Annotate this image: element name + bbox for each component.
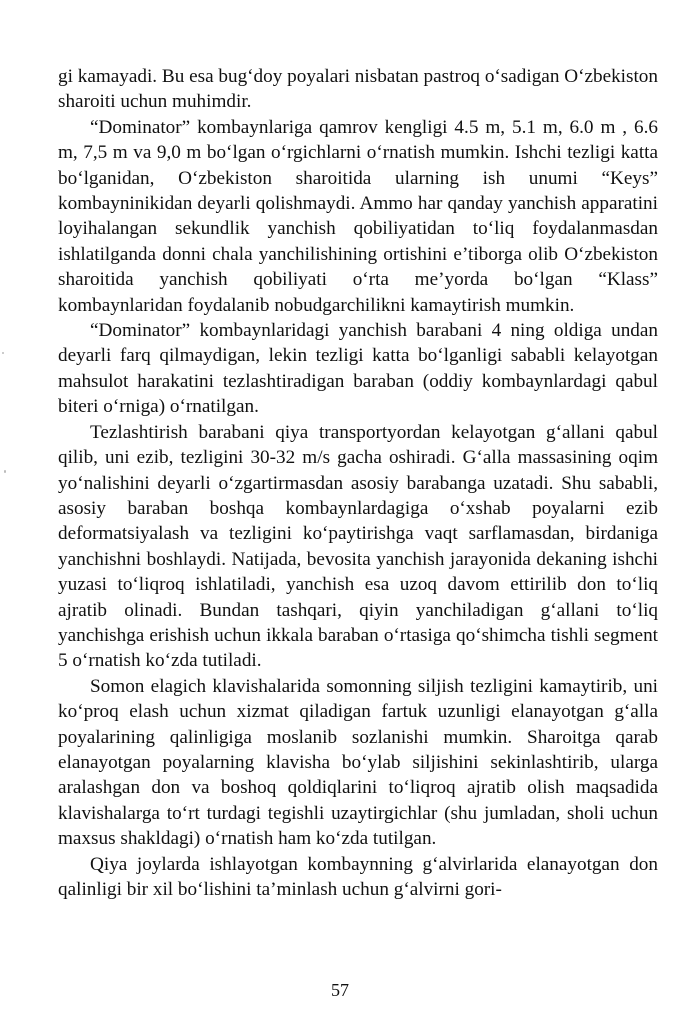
- book-page-body: [58, 64, 658, 902]
- page-number: 57: [331, 980, 349, 1000]
- paragraph-continuation: gi kamayadi. Bu esa bug‘doy poyalari nisbatan pastroq o‘sadigan O‘zbekiston sharoiti uchun muhimdir.: [58, 66, 658, 113]
- paragraph-dominator-threshing-drum: “Dominator” kombaynlaridagi yanchish barabani 4 ning oldiga undan deyarli farq qilmaydigan, lekin tezligi katta bo‘lganligi sababli kelayotgan mahsulot harakatini tezlashtiradigan baraban (oddiy kombaynlardagi qabul biteri o‘rniga) o‘rnatilgan.: [58, 320, 658, 418]
- paragraph-acceleration-drum: Tezlashtirish barabani qiya transportyordan kelayotgan g‘allani qabul qilib, uni ezib, tezligini 30-32 m/s gacha oshiradi. G‘alla massasining oqim yo‘nalishini deyarli o‘zgartirmasdan asosiy barabanga uzatadi. Shu sababli, asosiy baraban boshqa kombaynlardagiga o‘xshab poyalarni ezib deformatsiyalash va tezligini ko‘paytirishga vaqt sarflamasdan, birdaniga yanchishni boshlaydi. Natijada, bevosita yanchish jarayonida dekaning ishchi yuzasi to‘liqroq ishlatiladi, yanchish esa uzoq davom ettirilib don to‘liq ajratib olinadi. Bundan tashqari, qiyin yanchiladigan g‘allani to‘liq yanchishga erishish uchun ikkala baraban o‘rtasiga qo‘shimcha tishli segment 5 o‘rnatish ko‘zda tutiladi.: [58, 421, 658, 672]
- paragraph-straw-walker: Somon elagich klavishalarida somonning siljish tezligini kamaytirib, uni ko‘proq elash uchun xizmat qiladigan fartuk uzunligi elanayotgan g‘alla poyalarining qalinligiga moslanib sozlanishi mumkin. Sharoitga qarab elanayotgan poyalarning klavisha bo‘ylab siljishini sekinlashtirib, ularga aralashgan don va boshoq qoldiqlarini to‘liqroq ajratib olish maqsadida klavishalarga to‘rt turdagi tegishli uzaytirgichlar (shu jumladan, sholi uchun maxsus shakldagi) o‘rnatish ham ko‘zda tutilgan.: [58, 675, 658, 850]
- scan-speck: [4, 470, 6, 473]
- paragraph-slope-sieves: Qiya joylarda ishlayotgan kombaynning g‘alvirlarida elanayotgan don qalinligi bir xil bo‘lishini ta’minlash uchun g‘alvirni gori-: [58, 853, 658, 900]
- paragraph-dominator-header-widths: “Dominator” kombaynlariga qamrov kengligi 4.5 m, 5.1 m, 6.0 m , 6.6 m, 7,5 m va 9,0 m bo‘lgan o‘rgichlarni o‘rnatish mumkin. Ishchi tezligi katta bo‘lganidan, O‘zbekiston sharoitida ularning ish unumi “Keys” kombayninikidan deyarli qolishmaydi. Ammo har qanday yanchish apparatini loyihalangan sekundlik yanchish qobiliyatidan to‘liq foydalanmasdan ishlatilganda donni chala yanchilishining ortishini e’tiborga olib O‘zbekiston sharoitida yanchish qobiliyati o‘rta me’yorda bo‘lgan “Klass” kombaynlaridan foydalanib nobudgarchilikni kamaytirish mumkin.: [58, 116, 658, 316]
- scan-speck: [2, 352, 4, 354]
